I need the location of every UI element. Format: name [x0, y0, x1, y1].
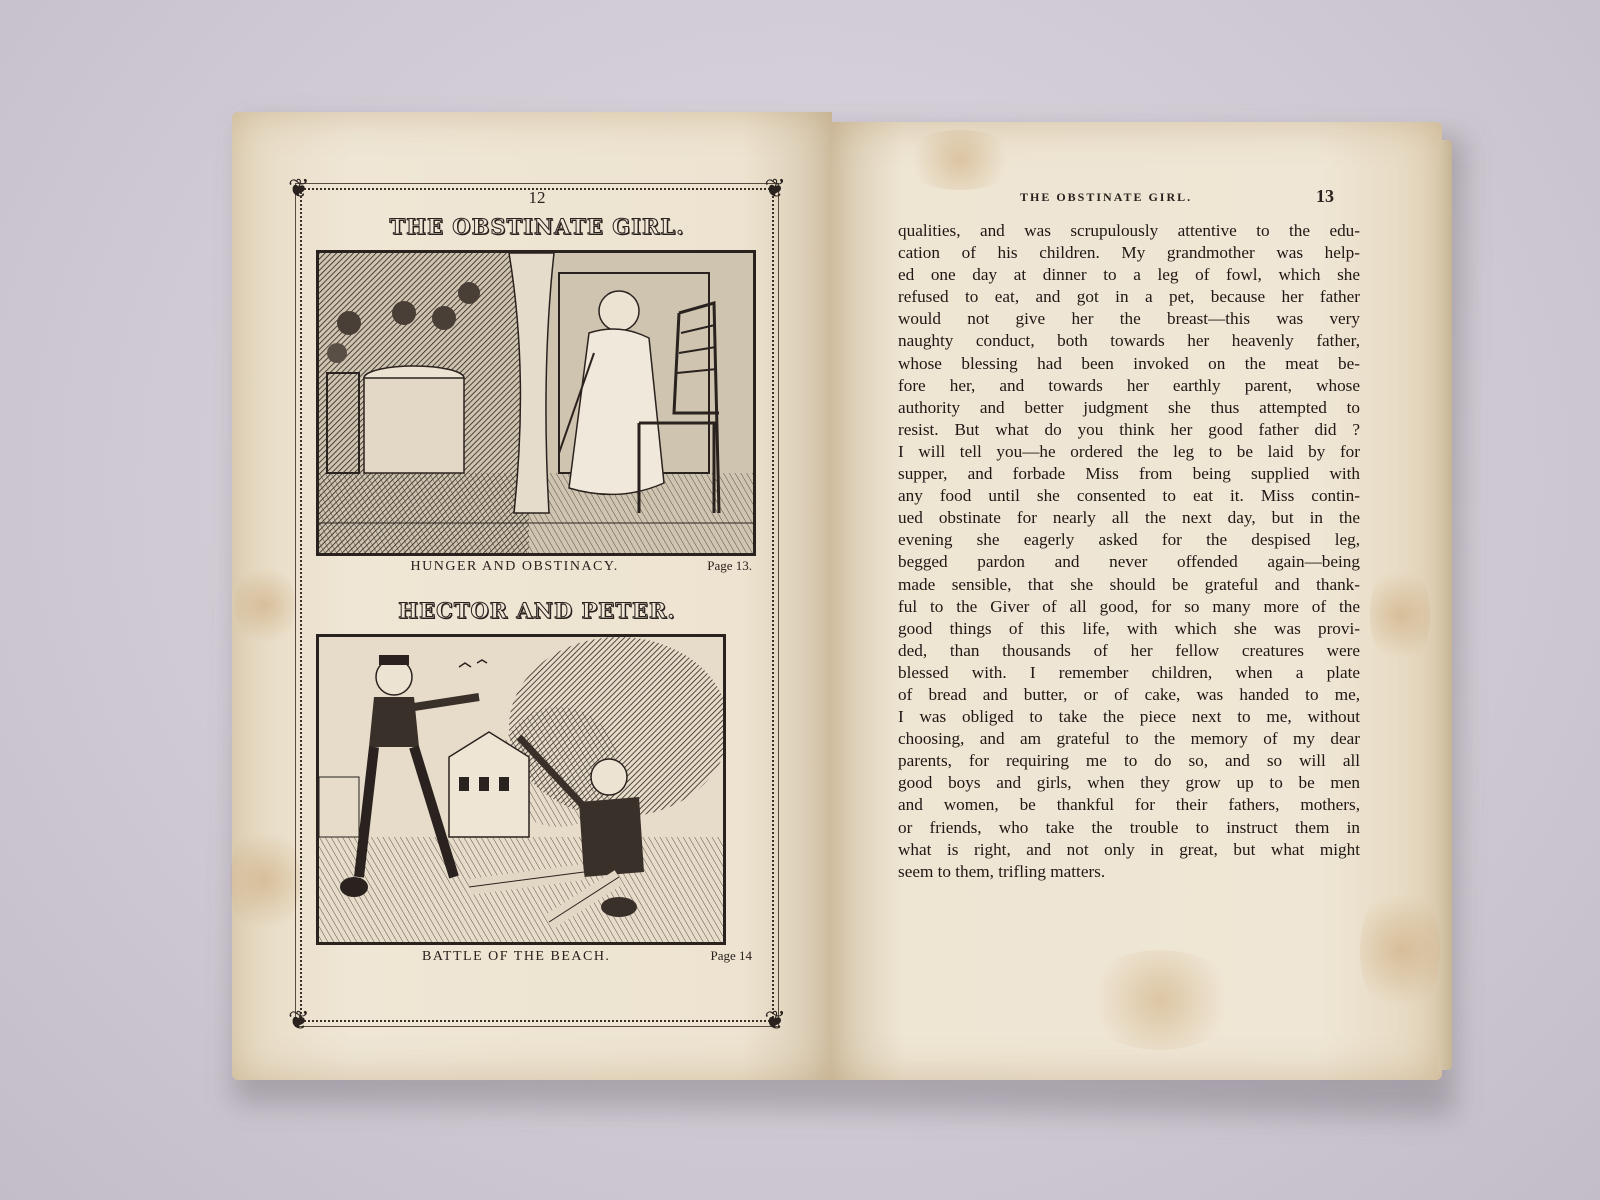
text-line: good things of this life, with which she was provi-: [898, 618, 1360, 638]
text-line: any food until she consented to eat it. Miss contin-: [898, 486, 1360, 506]
page-number: 13: [1316, 186, 1334, 206]
body-text: [898, 220, 1360, 883]
text-line: what is right, and not only in great, but what might: [898, 839, 1360, 859]
text-line: I was obliged to take the piece next to me, without: [898, 707, 1360, 727]
caption-page-ref: Page 14: [710, 948, 752, 963]
text-line: choosing, and am grateful to the memory of my dear: [898, 729, 1360, 749]
text-line: would not give her the breast—this was very: [898, 309, 1360, 329]
plate-title: HECTOR AND PETER.: [398, 598, 676, 623]
page-edges: [1438, 140, 1452, 1070]
engraving-illustration: [319, 253, 753, 553]
ornament-corner-icon: ❦: [764, 1006, 786, 1036]
text-line: ful to the Giver of all good, for so many more of the: [898, 596, 1360, 616]
text-line: or friends, who take the trouble to instruct them in: [898, 817, 1360, 837]
engraving-battle-of-the-beach: [316, 634, 726, 945]
ornament-corner-icon: ❦: [288, 1006, 310, 1036]
foxing-stain: [1360, 880, 1440, 1020]
text-line: I will tell you—he ordered the leg to be laid by for: [898, 441, 1360, 461]
foxing-stain: [1080, 950, 1240, 1050]
plate-title: THE OBSTINATE GIRL.: [389, 214, 685, 239]
foxing-stain: [235, 560, 295, 650]
plate-frame: [288, 174, 786, 1036]
text-line: resist. But what do you think her good father did ?: [898, 419, 1360, 439]
text-line: naughty conduct, both towards her heavenly father,: [898, 331, 1360, 351]
text-line: refused to eat, and got in a pet, because her father: [898, 287, 1360, 307]
text-line: fore her, and towards her earthly parent, whose: [898, 375, 1360, 395]
text-line: ued obstinate for nearly all the next day, but in the: [898, 508, 1360, 528]
text-line: qualities, and was scrupulously attentive to the edu-: [898, 221, 1360, 240]
ornament-corner-icon: ❦: [288, 174, 310, 204]
running-head: THE OBSTINATE GIRL.: [1020, 190, 1193, 204]
caption-text: HUNGER AND OBSTINACY.: [410, 559, 619, 574]
ornament-corner-icon: ❦: [764, 174, 786, 204]
caption-page-ref: Page 13.: [707, 558, 752, 573]
text-line: parents, for requiring me to do so, and so will all: [898, 751, 1360, 771]
text-line: evening she eagerly asked for the despised leg,: [898, 530, 1360, 550]
text-line: seem to them, trifling matters.: [898, 861, 1106, 881]
engraving-hunger-and-obstinacy: [316, 250, 756, 556]
foxing-stain: [900, 130, 1020, 190]
text-line: blessed with. I remember children, when a plate: [898, 662, 1360, 682]
foxing-stain: [1370, 560, 1430, 670]
text-line: supper, and forbade Miss from being supplied with: [898, 464, 1360, 484]
plate-caption: [322, 558, 752, 575]
text-line: good boys and girls, when they grow up to be men: [898, 773, 1360, 793]
text-line: ed one day at dinner to a leg of fowl, which she: [898, 265, 1360, 285]
text-line: authority and better judgment she thus attempted to: [898, 397, 1360, 417]
text-line: and women, be thankful for their fathers, mothers,: [898, 795, 1360, 815]
text-line: made sensible, that she should be grateful and thank-: [898, 574, 1360, 594]
caption-text: BATTLE OF THE BEACH.: [422, 949, 611, 964]
text-line: of bread and butter, or of cake, was handed to me,: [898, 684, 1360, 704]
text-line: begged pardon and never offended again—being: [898, 552, 1360, 572]
text-line: ded, than thousands of her fellow creatures were: [898, 640, 1360, 660]
text-line: whose blessing had been invoked on the meat be-: [898, 353, 1360, 373]
plate-caption: [322, 948, 752, 965]
engraving-illustration: [319, 637, 723, 942]
foxing-stain: [230, 820, 300, 940]
page-number: 12: [528, 188, 546, 207]
text-line: cation of his children. My grandmother was help-: [898, 243, 1360, 263]
